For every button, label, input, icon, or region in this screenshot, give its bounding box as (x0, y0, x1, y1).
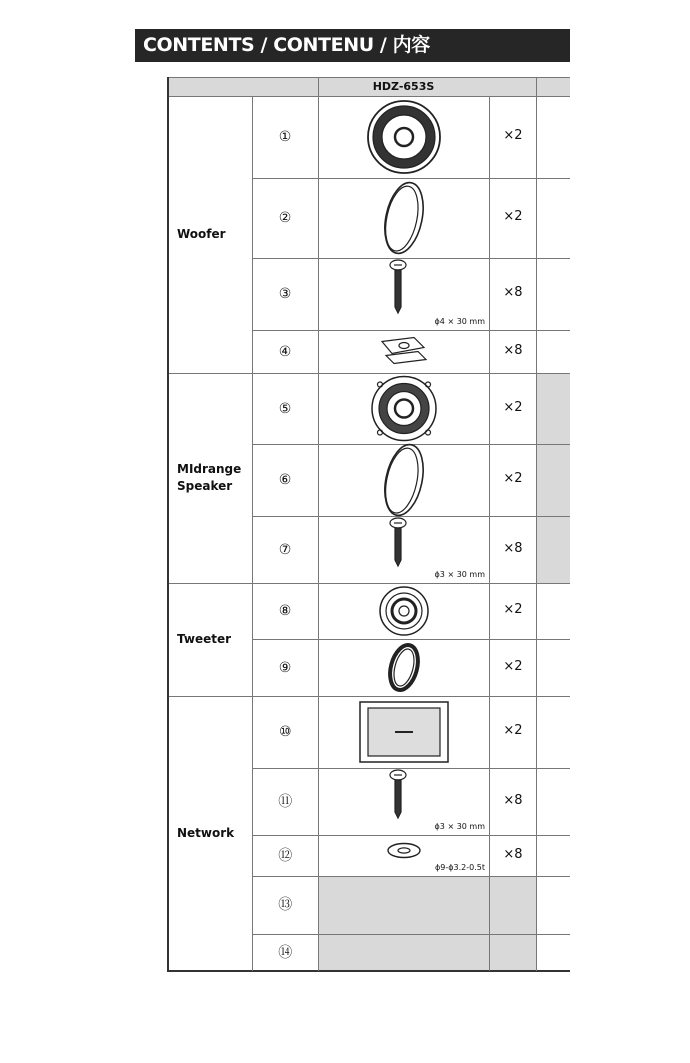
group-label: Tweeter (177, 632, 232, 646)
network-box-icon (344, 700, 464, 764)
size-spec: ϕ3 × 30 mm (434, 570, 485, 579)
quantity: ×2 (503, 209, 523, 224)
size-spec: ϕ9-ϕ3.2-0.5t (435, 863, 485, 872)
item-number: ⑩ (278, 724, 292, 740)
item-number: ⑤ (278, 400, 292, 417)
column-divider (167, 77, 169, 971)
quantity: ×8 (503, 285, 523, 300)
model-header: HDZ-653S (372, 80, 435, 93)
size-spec: ϕ3 × 30 mm (434, 822, 485, 831)
screw-icon (338, 515, 458, 574)
row-divider (167, 696, 570, 697)
column-divider (318, 77, 319, 971)
quantity: ×8 (503, 846, 523, 862)
group-label: Woofer (177, 227, 226, 241)
item-number: ⑬ (278, 897, 292, 913)
row-divider (252, 876, 570, 877)
item-number: ② (278, 210, 292, 226)
quantity: ×2 (503, 399, 523, 415)
screw-icon (338, 257, 458, 321)
row-divider (252, 330, 570, 331)
item-number: ① (278, 129, 292, 145)
row-divider (252, 934, 570, 935)
row-divider (167, 77, 570, 78)
grille-icon (344, 182, 464, 254)
empty-cell (536, 373, 570, 583)
item-number: ⑥ (278, 472, 292, 488)
row-divider (252, 178, 570, 179)
grille-icon (344, 448, 464, 512)
empty-cell (318, 876, 536, 971)
quantity: ×2 (503, 658, 523, 674)
row-divider (167, 373, 570, 374)
item-number: ⑨ (278, 659, 292, 676)
column-divider (252, 96, 253, 971)
column-divider (489, 96, 490, 971)
item-number: ⑧ (278, 603, 292, 619)
column-divider (536, 77, 537, 971)
tweeter-icon (344, 587, 464, 635)
size-spec: ϕ4 × 30 mm (434, 317, 485, 326)
screw-icon (338, 767, 458, 826)
group-label: Network (177, 826, 235, 840)
item-number: ⑭ (278, 944, 292, 961)
group-label: MIdrange Speaker (177, 462, 242, 493)
midrange-icon (344, 377, 464, 440)
quantity: ×2 (503, 723, 523, 738)
row-divider (252, 639, 570, 640)
quantity: ×2 (503, 471, 523, 486)
quantity: ×2 (503, 602, 523, 617)
quantity: ×8 (503, 792, 523, 808)
item-number: ⑪ (278, 793, 292, 810)
item-number: ④ (278, 343, 292, 360)
quantity: ×8 (503, 540, 523, 556)
item-number: ⑦ (278, 541, 292, 558)
quantity: ×2 (503, 128, 523, 143)
woofer-icon (344, 100, 464, 174)
clip-nut-icon (344, 334, 464, 369)
quantity: ×8 (503, 342, 523, 358)
row-divider (167, 96, 570, 97)
row-divider (167, 970, 570, 972)
page-title: CONTENTS / CONTENU / 内容 (135, 29, 570, 62)
ring-icon (344, 643, 464, 692)
item-number: ③ (278, 286, 292, 302)
item-number: ⑫ (278, 847, 292, 864)
row-divider (167, 583, 570, 584)
